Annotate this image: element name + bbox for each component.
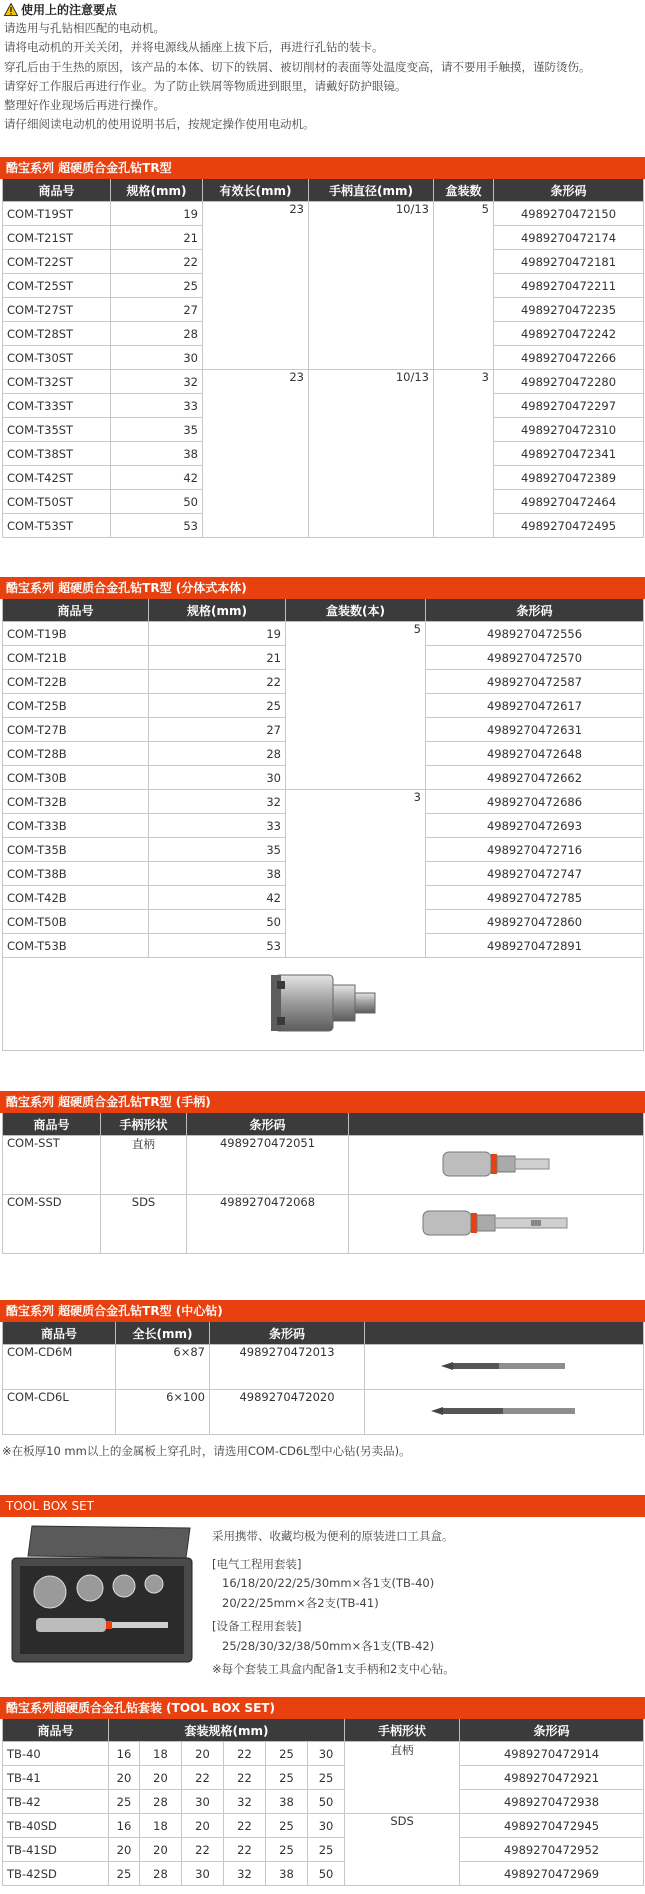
barcode-cell: 4989270472020 [210,1390,365,1435]
center-table [2,1322,644,1435]
table-row [3,1742,644,1766]
size-cell: 18 [140,1814,182,1838]
size-cell: 22 [182,1838,224,1862]
col-header [365,1322,644,1345]
col-header: 条形码 [426,599,644,622]
col-header: 商品号 [3,179,111,202]
core-drill-image [263,963,383,1043]
table-row [3,1862,644,1886]
size-cell: 27 [149,718,286,742]
barcode-cell: 4989270472686 [426,790,644,814]
section-title-toolbox: TOOL BOX SET [0,1495,645,1517]
code-cell: TB-42 [3,1790,109,1814]
table-row [3,1790,644,1814]
size-cell: 27 [111,298,203,322]
col-header: 规格(mm) [149,599,286,622]
barcode-cell: 4989270472051 [187,1136,349,1195]
size-cell: 30 [308,1814,345,1838]
size-cell: 33 [111,394,203,418]
core-drill-image-cell [3,958,644,1051]
size-cell: 19 [149,622,286,646]
barcode-cell: 4989270472785 [426,886,644,910]
size-cell: 42 [149,886,286,910]
size-cell: 25 [266,1766,308,1790]
table-row [3,1814,644,1838]
size-cell: 16 [109,1814,140,1838]
col-header: 全长(mm) [116,1322,210,1345]
image-cell [349,1136,644,1195]
col-header: 规格(mm) [111,179,203,202]
code-cell: COM-T22ST [3,250,111,274]
size-cell: 20 [140,1766,182,1790]
barcode-cell: 4989270472150 [494,202,644,226]
notice-line: 请穿好工作服后再进行作业。为了防止铁屑等物质进到眼里，请戴好防护眼镜。 [4,78,407,93]
code-cell: COM-T32ST [3,370,111,394]
center-header-row [3,1322,644,1345]
size-cell: 22 [224,1742,266,1766]
toolbox-line: 25/28/30/32/38/50mm×各1支(TB-42) [222,1638,435,1653]
table-row [3,1136,644,1195]
set-header-row [3,1719,644,1742]
code-cell: COM-T27B [3,718,149,742]
size-cell: 30 [308,1742,345,1766]
code-cell: COM-T30ST [3,346,111,370]
image-cell [365,1345,644,1390]
col-header: 商品号 [3,1719,109,1742]
code-cell: TB-41 [3,1766,109,1790]
size-cell: 20 [182,1742,224,1766]
col-header: 手柄形状 [345,1719,460,1742]
barcode-cell: 4989270472662 [426,766,644,790]
table-row [3,1390,644,1435]
size-cell: 32 [149,790,286,814]
section-title-st: 酷宝系列 超硬质合金孔钻TR型 [0,157,645,179]
barcode-cell: 4989270472556 [426,622,644,646]
notice-title: 使用上的注意要点 [4,2,640,19]
barcode-cell: 4989270472891 [426,934,644,958]
col-header: 条形码 [187,1113,349,1136]
barcode-cell: 4989270472587 [426,670,644,694]
barcode-cell: 4989270472310 [494,418,644,442]
code-cell: COM-T42B [3,886,149,910]
size-cell: 25 [109,1790,140,1814]
size-cell: 50 [111,490,203,514]
straight-shank-image [441,1144,551,1184]
size-cell: 22 [149,670,286,694]
section-title-set: 酷宝系列超硬质合金孔钻套装 (TOOL BOX SET) [0,1697,645,1719]
code-cell: COM-T22B [3,670,149,694]
barcode-cell: 4989270472716 [426,838,644,862]
size-cell: 25 [111,274,203,298]
code-cell: COM-T33ST [3,394,111,418]
code-cell: COM-T50ST [3,490,111,514]
col-header: 条形码 [494,179,644,202]
toolbox-line: [设备工程用套装] [212,1619,302,1633]
size-cell: 28 [140,1790,182,1814]
b-table [2,599,644,1051]
col-header: 商品号 [3,1113,101,1136]
size-cell: 25 [266,1838,308,1862]
barcode-cell: 4989270472068 [187,1195,349,1254]
shape-cell: SDS [101,1195,187,1254]
barcode-cell: 4989270472860 [426,910,644,934]
table-row [3,1838,644,1862]
notice-line: 穿孔后由于生热的原因，该产品的本体、切下的铁屑、被切削材的表面等处温度变高，请不要用手触摸，谨防烫伤。 [4,59,591,74]
section-title-center: 酷宝系列 超硬质合金孔钻TR型 (中心钻) [0,1300,645,1322]
b-header-row [3,599,644,622]
table-row [3,1766,644,1790]
notice-line: 整理好作业现场后再进行操作。 [4,98,165,113]
toolbox-line: ※每个套装工具盒内配备1支手柄和2支中心钻。 [212,1662,455,1676]
size-cell: 21 [149,646,286,670]
code-cell: COM-T38ST [3,442,111,466]
code-cell: COM-T35B [3,838,149,862]
center-drill-short-image [439,1356,569,1376]
shank-cell: 10/13 [309,370,434,538]
toolbox-line: 20/22/25mm×各2支(TB-41) [222,1595,379,1610]
code-cell: COM-T42ST [3,466,111,490]
table-row [3,370,644,394]
barcode-cell: 4989270472174 [494,226,644,250]
barcode-cell: 4989270472266 [494,346,644,370]
toolbox-line: [电气工程用套装] [212,1556,302,1571]
shape-cell: 直柄 [101,1136,187,1195]
barcode-cell: 4989270472297 [494,394,644,418]
barcode-cell: 4989270472938 [460,1790,644,1814]
size-cell: 38 [111,442,203,466]
col-header: 盒装数(本) [286,599,426,622]
qty-cell: 5 [434,202,494,370]
toolbox-image [6,1522,202,1666]
toolbox-description [212,1527,455,1680]
size-cell: 53 [111,514,203,538]
size-cell: 50 [308,1862,345,1886]
barcode-cell: 4989270472570 [426,646,644,670]
barcode-cell: 4989270472617 [426,694,644,718]
code-cell: COM-T50B [3,910,149,934]
code-cell: COM-T19B [3,622,149,646]
size-cell: 38 [266,1790,308,1814]
code-cell: COM-T27ST [3,298,111,322]
barcode-cell: 4989270472464 [494,490,644,514]
size-cell: 38 [149,862,286,886]
qty-cell: 3 [434,370,494,538]
col-header: 商品号 [3,599,149,622]
size-cell: 28 [149,742,286,766]
usage-notice [4,2,640,135]
length-cell: 6×100 [116,1390,210,1435]
center-drill-long-image [429,1401,579,1421]
code-cell: COM-T25ST [3,274,111,298]
size-cell: 25 [149,694,286,718]
code-cell: TB-40 [3,1742,109,1766]
image-cell [349,1195,644,1254]
code-cell: COM-T35ST [3,418,111,442]
notice-line: 请将电动机的开关关闭，并将电源线从插座上拔下后，再进行孔钻的装卡。 [4,40,384,55]
length-cell: 23 [203,202,309,370]
shape-cell: 直柄 [345,1742,460,1814]
table-row [3,202,644,226]
col-header: 商品号 [3,1322,116,1345]
size-cell: 16 [109,1742,140,1766]
size-cell: 30 [149,766,286,790]
table-row [3,1195,644,1254]
size-cell: 50 [308,1790,345,1814]
size-cell: 25 [308,1838,345,1862]
code-cell: COM-T21ST [3,226,111,250]
size-cell: 35 [111,418,203,442]
code-cell: COM-T28ST [3,322,111,346]
shape-cell: SDS [345,1814,460,1886]
set-table [2,1719,644,1886]
section-title-shank: 酷宝系列 超硬质合金孔钻TR型 (手柄) [0,1091,645,1113]
size-cell: 42 [111,466,203,490]
size-cell: 28 [140,1862,182,1886]
size-cell: 25 [266,1814,308,1838]
size-cell: 28 [111,322,203,346]
barcode-cell: 4989270472280 [494,370,644,394]
code-cell: COM-T21B [3,646,149,670]
shank-cell: 10/13 [309,202,434,370]
table-row [3,1345,644,1390]
qty-cell: 3 [286,790,426,958]
size-cell: 20 [140,1838,182,1862]
code-cell: TB-40SD [3,1814,109,1838]
st-table [2,179,644,538]
shank-header-row [3,1113,644,1136]
barcode-cell: 4989270472648 [426,742,644,766]
size-cell: 33 [149,814,286,838]
barcode-cell: 4989270472341 [494,442,644,466]
col-header [349,1113,644,1136]
code-cell: TB-42SD [3,1862,109,1886]
col-header: 盒装数 [434,179,494,202]
code-cell: TB-41SD [3,1838,109,1862]
barcode-cell: 4989270472914 [460,1742,644,1766]
product-image-row [3,958,644,1051]
size-cell: 30 [182,1862,224,1886]
notice-line: 请选用与孔钻相匹配的电动机。 [4,21,165,35]
size-cell: 25 [266,1742,308,1766]
barcode-cell: 4989270472389 [494,466,644,490]
barcode-cell: 4989270472952 [460,1838,644,1862]
code-cell: COM-T25B [3,694,149,718]
col-header: 手柄直径(mm) [309,179,434,202]
barcode-cell: 4989270472013 [210,1345,365,1390]
col-header: 手柄形状 [101,1113,187,1136]
table-row [3,790,644,814]
code-cell: COM-T19ST [3,202,111,226]
center-drill-note: ※在板厚10 mm以上的金属板上穿孔时，请选用COM-CD6L型中心钻(另卖品)。 [2,1444,411,1458]
code-cell: COM-SST [3,1136,101,1195]
size-cell: 30 [111,346,203,370]
toolbox-line: 采用携带、收藏均极为便利的原装进口工具盒。 [212,1529,454,1543]
col-header: 条形码 [460,1719,644,1742]
barcode-cell: 4989270472945 [460,1814,644,1838]
code-cell: COM-T28B [3,742,149,766]
col-header: 条形码 [210,1322,365,1345]
table-row [3,622,644,646]
barcode-cell: 4989270472181 [494,250,644,274]
barcode-cell: 4989270472211 [494,274,644,298]
col-header: 套装规格(mm) [109,1719,345,1742]
qty-cell: 5 [286,622,426,790]
barcode-cell: 4989270472747 [426,862,644,886]
size-cell: 32 [224,1862,266,1886]
size-cell: 32 [224,1790,266,1814]
size-cell: 25 [109,1862,140,1886]
col-header: 有效长(mm) [203,179,309,202]
size-cell: 20 [109,1838,140,1862]
size-cell: 53 [149,934,286,958]
code-cell: COM-T32B [3,790,149,814]
barcode-cell: 4989270472969 [460,1862,644,1886]
barcode-cell: 4989270472921 [460,1766,644,1790]
length-cell: 6×87 [116,1345,210,1390]
code-cell: COM-T53B [3,934,149,958]
size-cell: 22 [224,1766,266,1790]
barcode-cell: 4989270472242 [494,322,644,346]
sds-shank-image [421,1203,571,1243]
size-cell: 20 [182,1814,224,1838]
size-cell: 22 [224,1814,266,1838]
size-cell: 35 [149,838,286,862]
toolbox-line: 16/18/20/22/25/30mm×各1支(TB-40) [222,1576,435,1590]
code-cell: COM-CD6L [3,1390,116,1435]
toolbox-line [212,1547,455,1555]
size-cell: 38 [266,1862,308,1886]
code-cell: COM-T38B [3,862,149,886]
size-cell: 18 [140,1742,182,1766]
size-cell: 19 [111,202,203,226]
st-header-row [3,179,644,202]
size-cell: 22 [224,1838,266,1862]
barcode-cell: 4989270472693 [426,814,644,838]
size-cell: 25 [308,1766,345,1790]
notice-line: 请仔细阅读电动机的使用说明书后，按规定操作使用电动机。 [4,117,315,132]
warning-icon [4,3,18,16]
size-cell: 20 [109,1766,140,1790]
size-cell: 30 [182,1790,224,1814]
barcode-cell: 4989270472495 [494,514,644,538]
code-cell: COM-T33B [3,814,149,838]
image-cell [365,1390,644,1435]
size-cell: 22 [182,1766,224,1790]
section-title-b: 酷宝系列 超硬质合金孔钻TR型 (分体式本体) [0,577,645,599]
size-cell: 50 [149,910,286,934]
barcode-cell: 4989270472235 [494,298,644,322]
code-cell: COM-SSD [3,1195,101,1254]
size-cell: 32 [111,370,203,394]
size-cell: 21 [111,226,203,250]
code-cell: COM-CD6M [3,1345,116,1390]
barcode-cell: 4989270472631 [426,718,644,742]
code-cell: COM-T30B [3,766,149,790]
length-cell: 23 [203,370,309,538]
size-cell: 22 [111,250,203,274]
shank-table [2,1113,644,1254]
code-cell: COM-T53ST [3,514,111,538]
